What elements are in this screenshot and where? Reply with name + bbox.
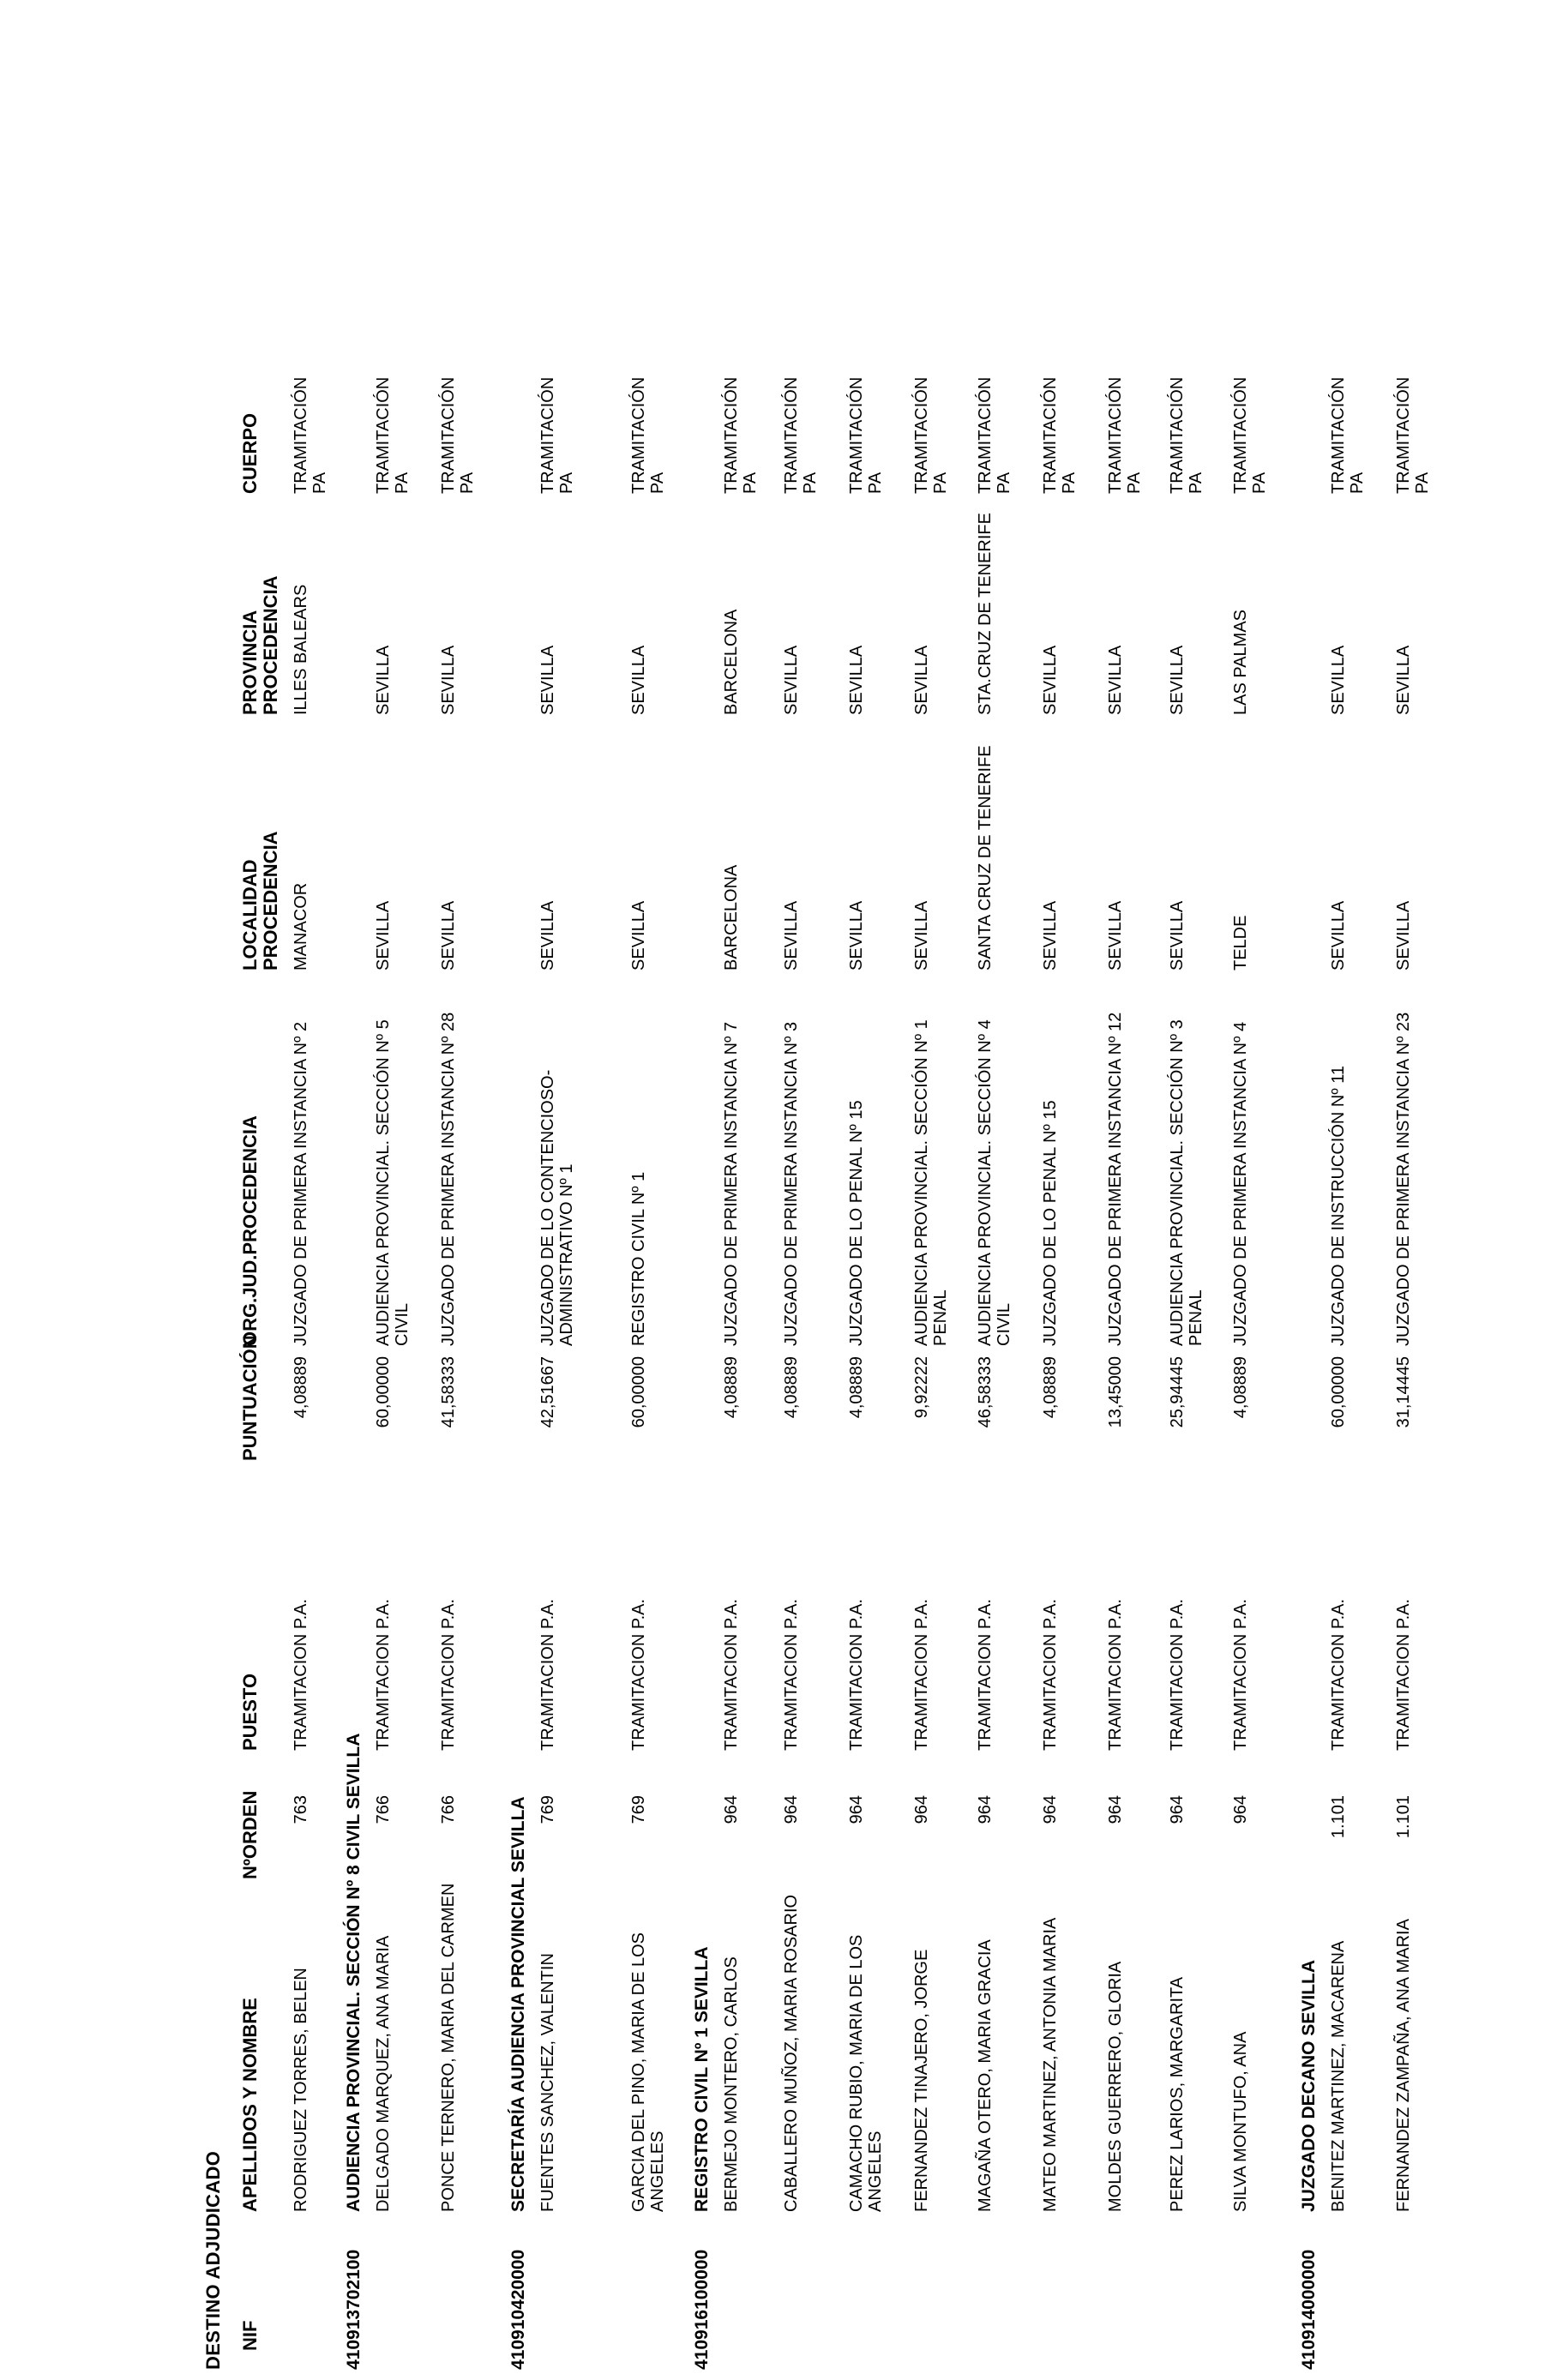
cell-puntuacion: 41,58333 <box>439 1356 458 1428</box>
group-nif: 410910420000 <box>508 2249 528 2370</box>
table-header <box>240 3 281 2370</box>
cell-org-procedencia: AUDIENCIA PROVINCIAL. SECCIÓN Nº 1 PENAL <box>912 1019 950 1346</box>
cell-cuerpo: TRAMITACIÓN PA <box>722 376 760 494</box>
cell-puesto: TRAMITACION P.A. <box>1394 1598 1413 1751</box>
cell-cuerpo: TRAMITACIÓN PA <box>1329 376 1367 494</box>
table-row <box>976 3 1041 2370</box>
cell-localidad: MANACOR <box>292 882 310 971</box>
cell-person-name: FERNANDEZ ZAMPAÑA, ANA MARIA <box>1394 1919 1413 2212</box>
group-row <box>504 3 538 2370</box>
cell-puesto: TRAMITACION P.A. <box>722 1598 741 1751</box>
cell-puntuacion: 4,08889 <box>1231 1356 1250 1419</box>
cell-orden: 763 <box>292 1795 310 1824</box>
header-nif: NIF <box>239 2320 261 2351</box>
cell-orden: 1.101 <box>1329 1795 1348 1839</box>
cell-org-procedencia: JUZGADO DE LO PENAL Nº 15 <box>1041 1100 1060 1346</box>
cell-org-procedencia: AUDIENCIA PROVINCIAL. SECCIÓN Nº 3 PENAL <box>1168 1019 1205 1346</box>
cell-puesto: TRAMITACION P.A. <box>847 1598 866 1751</box>
cell-localidad: SEVILLA <box>1168 900 1187 971</box>
cell-person-name: CABALLERO MUÑOZ, MARIA ROSARIO <box>782 1894 801 2212</box>
cell-provincia: SEVILLA <box>782 645 801 715</box>
cell-puntuacion: 4,08889 <box>1041 1356 1060 1419</box>
cell-localidad: TELDE <box>1231 915 1250 971</box>
cell-localidad: SEVILLA <box>629 900 648 971</box>
cell-person-name: MOLDES GUERRERO, GLORIA <box>1106 1961 1125 2212</box>
cell-provincia: LAS PALMAS <box>1231 609 1250 715</box>
cell-orden: 964 <box>1106 1795 1125 1824</box>
cell-cuerpo: TRAMITACIÓN PA <box>912 376 950 494</box>
cell-provincia: SEVILLA <box>439 645 458 715</box>
cell-puesto: TRAMITACION P.A. <box>912 1598 931 1751</box>
cell-orden: 769 <box>538 1795 557 1824</box>
table-row <box>1329 3 1394 2370</box>
header-puesto: PUESTO <box>239 1673 261 1751</box>
cell-puesto: TRAMITACION P.A. <box>1231 1598 1250 1751</box>
cell-puntuacion: 4,08889 <box>782 1356 801 1419</box>
header-provincia: PROVINCIA PROCEDENCIA <box>239 575 281 715</box>
header-norden: NºORDEN <box>239 1790 261 1879</box>
cell-puesto: TRAMITACION P.A. <box>1106 1598 1125 1751</box>
cell-puntuacion: 4,08889 <box>722 1356 741 1419</box>
cell-puesto: TRAMITACION P.A. <box>538 1598 557 1751</box>
cell-org-procedencia: AUDIENCIA PROVINCIAL. SECCIÓN Nº 5 CIVIL <box>374 1019 412 1346</box>
table-row <box>629 3 688 2370</box>
cell-puntuacion: 60,00000 <box>374 1356 393 1428</box>
cell-person-name: PEREZ LARIOS, MARGARITA <box>1168 1976 1187 2212</box>
group-name: AUDIENCIA PROVINCIAL. SECCIÓN Nº 8 CIVIL SEVILLA <box>344 1733 364 2212</box>
cell-person-name: DELGADO MARQUEZ, ANA MARIA <box>374 1935 393 2212</box>
cell-localidad: SEVILLA <box>1041 900 1060 971</box>
group-name: JUZGADO DECANO SEVILLA <box>1299 1959 1319 2212</box>
header-apellidos: APELLIDOS Y NOMBRE <box>239 1998 261 2212</box>
table-row <box>1394 3 1454 2370</box>
table-row <box>722 3 782 2370</box>
table-row <box>292 3 340 2370</box>
group-row <box>1295 3 1329 2370</box>
cell-org-procedencia: JUZGADO DE PRIMERA INSTANCIA Nº 3 <box>782 1021 801 1346</box>
cell-localidad: SEVILLA <box>1394 900 1413 971</box>
cell-orden: 964 <box>847 1795 866 1824</box>
header-puntuacion: PUNTUACIÓN <box>239 1335 261 1461</box>
cell-puesto: TRAMITACION P.A. <box>439 1598 458 1751</box>
cell-person-name: PONCE TERNERO, MARIA DEL CARMEN <box>439 1883 458 2212</box>
cell-puesto: TRAMITACION P.A. <box>374 1598 393 1751</box>
cell-orden: 769 <box>629 1795 648 1824</box>
cell-org-procedencia: JUZGADO DE INSTRUCCIÓN Nº 11 <box>1329 1066 1348 1346</box>
cell-person-name: RODRIGUEZ TORRES, BELEN <box>292 1968 310 2212</box>
cell-cuerpo: TRAMITACIÓN PA <box>1041 376 1079 494</box>
cell-provincia: SEVILLA <box>912 645 931 715</box>
cell-puesto: TRAMITACION P.A. <box>976 1598 995 1751</box>
cell-provincia: STA.CRUZ DE TENERIFE <box>976 513 995 715</box>
cell-localidad: SEVILLA <box>1329 900 1348 971</box>
cell-orden: 964 <box>976 1795 995 1824</box>
header-cuerpo: CUERPO <box>239 412 261 494</box>
cell-cuerpo: TRAMITACIÓN PA <box>847 376 885 494</box>
table-row <box>847 3 912 2370</box>
table-row <box>1168 3 1231 2370</box>
group-nif: 410914000000 <box>1299 2249 1319 2370</box>
cell-orden: 964 <box>1041 1795 1060 1824</box>
cell-localidad: SEVILLA <box>847 900 866 971</box>
table-row <box>912 3 976 2370</box>
cell-org-procedencia: JUZGADO DE PRIMERA INSTANCIA Nº 12 <box>1106 1012 1125 1346</box>
cell-provincia: BARCELONA <box>722 609 741 715</box>
cell-org-procedencia: JUZGADO DE LO PENAL Nº 15 <box>847 1100 866 1346</box>
group-nif: 410913702100 <box>344 2249 364 2370</box>
cell-cuerpo: TRAMITACIÓN PA <box>782 376 820 494</box>
cell-provincia: SEVILLA <box>1168 645 1187 715</box>
cell-cuerpo: TRAMITACIÓN PA <box>1168 376 1205 494</box>
cell-localidad: SEVILLA <box>912 900 931 971</box>
section-title: DESTINO ADJUDICADO <box>202 2150 224 2370</box>
table-row <box>1106 3 1168 2370</box>
table-body <box>292 3 1454 2370</box>
table-row <box>439 3 504 2370</box>
cell-person-name: BENITEZ MARTINEZ, MACARENA <box>1329 1940 1348 2212</box>
cell-localidad: SEVILLA <box>538 900 557 971</box>
cell-provincia: SEVILLA <box>374 645 393 715</box>
cell-org-procedencia: JUZGADO DE PRIMERA INSTANCIA Nº 23 <box>1394 1012 1413 1346</box>
cell-org-procedencia: AUDIENCIA PROVINCIAL. SECCIÓN Nº 4 CIVIL <box>976 1019 1013 1346</box>
table-row <box>782 3 847 2370</box>
cell-orden: 964 <box>782 1795 801 1824</box>
cell-person-name: FUENTES SANCHEZ, VALENTIN <box>538 1953 557 2212</box>
cell-person-name: BERMEJO MONTERO, CARLOS <box>722 1956 741 2212</box>
cell-puesto: TRAMITACION P.A. <box>1168 1598 1187 1751</box>
cell-org-procedencia: JUZGADO DE PRIMERA INSTANCIA Nº 7 <box>722 1021 741 1346</box>
table-row <box>1231 3 1295 2370</box>
cell-localidad: SEVILLA <box>374 900 393 971</box>
cell-provincia: SEVILLA <box>1394 645 1413 715</box>
cell-puntuacion: 25,94445 <box>1168 1356 1187 1428</box>
cell-org-procedencia: JUZGADO DE PRIMERA INSTANCIA Nº 2 <box>292 1021 310 1346</box>
cell-person-name: MATEO MARTINEZ, ANTONIA MARIA <box>1041 1917 1060 2212</box>
cell-cuerpo: TRAMITACIÓN PA <box>292 376 329 494</box>
cell-provincia: SEVILLA <box>1106 645 1125 715</box>
cell-puesto: TRAMITACION P.A. <box>629 1598 648 1751</box>
group-name: SECRETARÍA AUDIENCIA PROVINCIAL SEVILLA <box>508 1796 528 2212</box>
cell-person-name: GARCIA DEL PINO, MARIA DE LOS ANGELES <box>629 1932 667 2212</box>
cell-cuerpo: TRAMITACIÓN PA <box>439 376 477 494</box>
cell-puesto: TRAMITACION P.A. <box>1041 1598 1060 1751</box>
header-org: ORG.JUD.PROCEDENCIA <box>239 1115 261 1346</box>
cell-puntuacion: 4,08889 <box>847 1356 866 1419</box>
cell-puntuacion: 60,00000 <box>629 1356 648 1428</box>
cell-puntuacion: 9,92222 <box>912 1356 931 1419</box>
cell-org-procedencia: JUZGADO DE LO CONTENCIOSO-ADMINISTRATIVO Nº 1 <box>538 1069 576 1346</box>
cell-cuerpo: TRAMITACIÓN PA <box>1394 376 1432 494</box>
cell-provincia: SEVILLA <box>629 645 648 715</box>
cell-orden: 766 <box>439 1795 458 1824</box>
cell-cuerpo: TRAMITACIÓN PA <box>976 376 1013 494</box>
cell-puesto: TRAMITACION P.A. <box>782 1598 801 1751</box>
cell-person-name: SILVA MONTUFO, ANA <box>1231 2031 1250 2212</box>
header-localidad: LOCALIDAD PROCEDENCIA <box>239 831 281 971</box>
cell-localidad: SANTA CRUZ DE TENERIFE <box>976 745 995 971</box>
cell-localidad: BARCELONA <box>722 864 741 971</box>
cell-localidad: SEVILLA <box>439 900 458 971</box>
cell-puntuacion: 31,14445 <box>1394 1356 1413 1428</box>
cell-orden: 964 <box>1231 1795 1250 1824</box>
cell-puesto: TRAMITACION P.A. <box>1329 1598 1348 1751</box>
cell-localidad: SEVILLA <box>782 900 801 971</box>
cell-orden: 766 <box>374 1795 393 1824</box>
cell-orden: 964 <box>1168 1795 1187 1824</box>
cell-cuerpo: TRAMITACIÓN PA <box>629 376 667 494</box>
table-row <box>374 3 439 2370</box>
group-row <box>340 3 374 2370</box>
cell-puntuacion: 13,45000 <box>1106 1356 1125 1428</box>
cell-cuerpo: TRAMITACIÓN PA <box>374 376 412 494</box>
table-row <box>538 3 629 2370</box>
cell-cuerpo: TRAMITACIÓN PA <box>1231 376 1269 494</box>
cell-puntuacion: 42,51667 <box>538 1356 557 1428</box>
cell-provincia: SEVILLA <box>538 645 557 715</box>
cell-person-name: MAGAÑA OTERO, MARIA GRACIA <box>976 1939 995 2212</box>
cell-provincia: ILLES BALEARS <box>292 584 310 715</box>
cell-orden: 1.101 <box>1394 1795 1413 1839</box>
cell-cuerpo: TRAMITACIÓN PA <box>538 376 576 494</box>
cell-person-name: CAMACHO RUBIO, MARIA DE LOS ANGELES <box>847 1934 885 2212</box>
cell-localidad: SEVILLA <box>1106 900 1125 971</box>
cell-puesto: TRAMITACION P.A. <box>292 1598 310 1751</box>
cell-provincia: SEVILLA <box>1041 645 1060 715</box>
cell-orden: 964 <box>722 1795 741 1824</box>
cell-puntuacion: 46,58333 <box>976 1356 995 1428</box>
cell-org-procedencia: JUZGADO DE PRIMERA INSTANCIA Nº 4 <box>1231 1021 1250 1346</box>
cell-cuerpo: TRAMITACIÓN PA <box>1106 376 1144 494</box>
cell-org-procedencia: REGISTRO CIVIL Nº 1 <box>629 1171 648 1346</box>
cell-org-procedencia: JUZGADO DE PRIMERA INSTANCIA Nº 28 <box>439 1012 458 1346</box>
cell-puntuacion: 4,08889 <box>292 1356 310 1419</box>
group-row <box>688 3 722 2370</box>
table-row <box>1041 3 1106 2370</box>
cell-puntuacion: 60,00000 <box>1329 1356 1348 1428</box>
cell-orden: 964 <box>912 1795 931 1824</box>
cell-person-name: FERNANDEZ TINAJERO, JORGE <box>912 1949 931 2212</box>
cell-provincia: SEVILLA <box>1329 645 1348 715</box>
group-nif: 410916100000 <box>692 2249 712 2370</box>
cell-provincia: SEVILLA <box>847 645 866 715</box>
group-name: REGISTRO CIVIL Nº 1 SEVILLA <box>692 1946 712 2212</box>
